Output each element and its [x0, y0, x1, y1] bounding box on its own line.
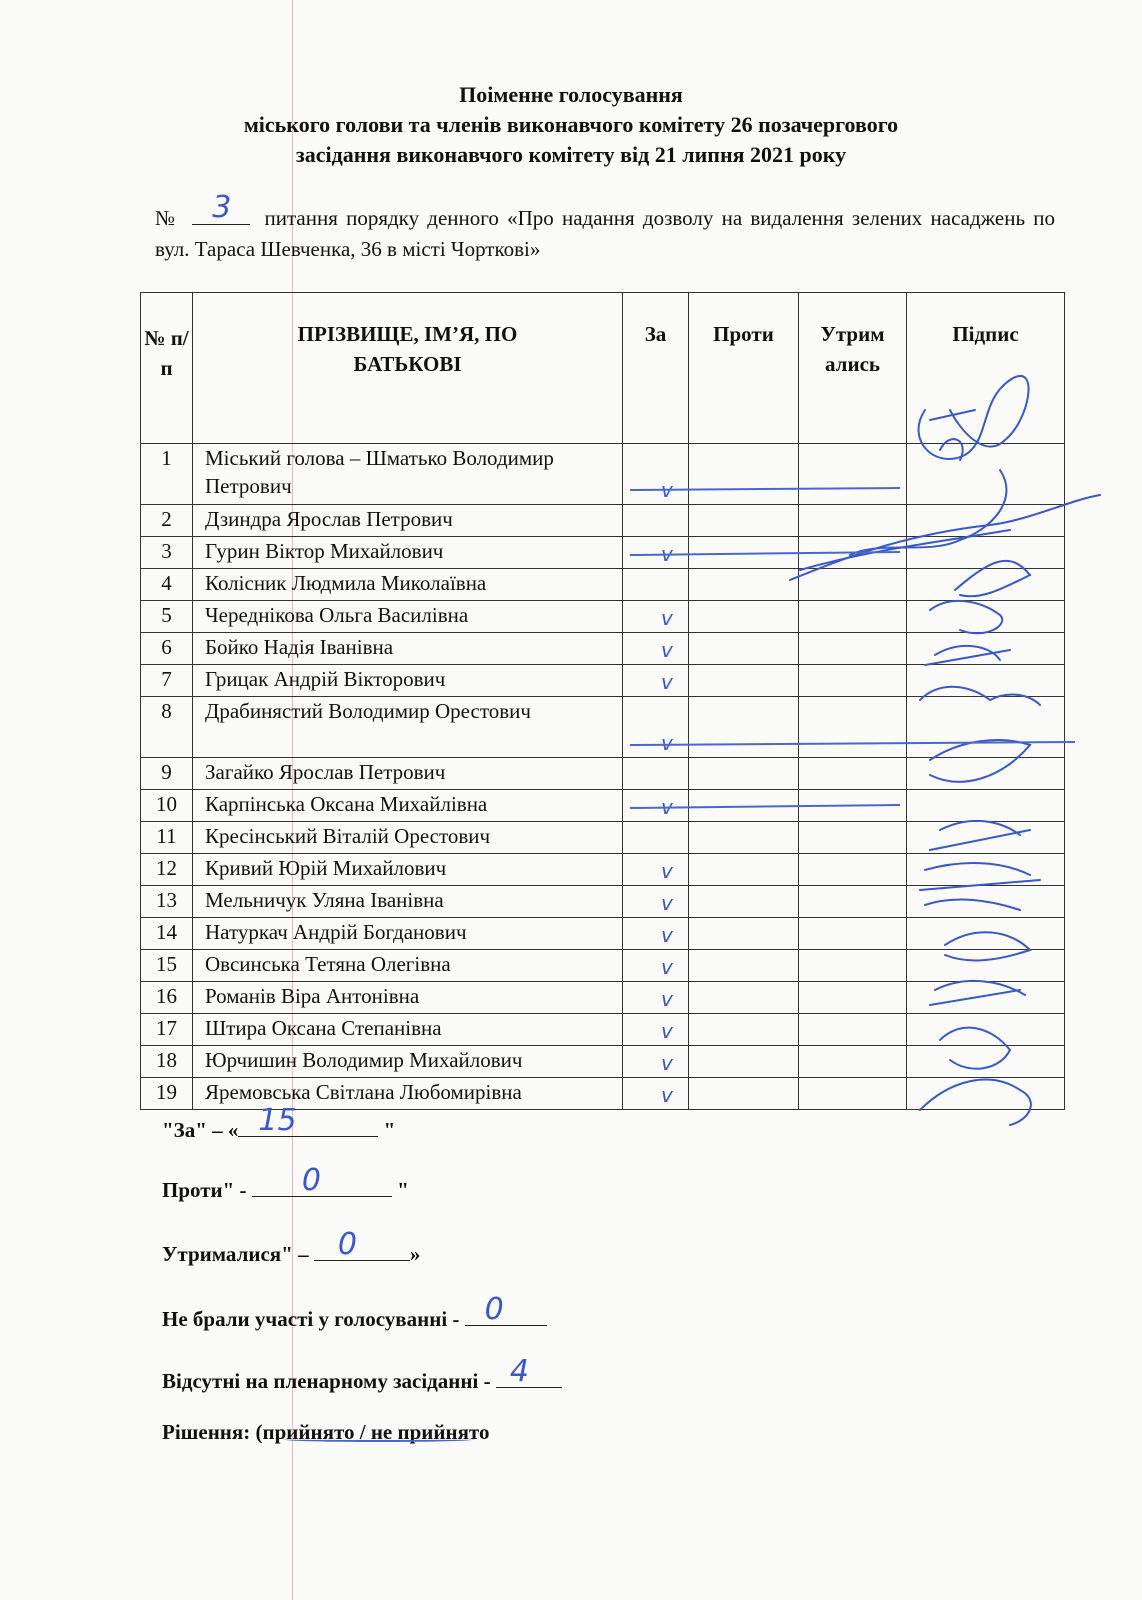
- summary-against-end: ": [391, 1178, 409, 1202]
- summary-for-end: ": [378, 1118, 396, 1142]
- check-mark: v: [661, 478, 673, 502]
- summary-abstained-end: »: [409, 1242, 421, 1266]
- row-number: 9: [141, 758, 193, 790]
- header-signature: Підпис: [907, 293, 1065, 444]
- row-name: Карпінська Оксана Михайлівна: [193, 790, 623, 822]
- check-mark: v: [661, 731, 673, 755]
- doc-subtitle-2: засідання виконавчого комітету від 21 липня 2021 року: [295, 142, 847, 167]
- summary-decision-label: Рішення: (прийнято / не прийнято: [162, 1420, 490, 1444]
- check-mark: v: [661, 987, 673, 1011]
- summary-for-value: 15: [258, 1103, 297, 1138]
- row-number: 13: [141, 886, 193, 918]
- row-name: Загайко Ярослав Петрович: [193, 758, 623, 790]
- check-mark: v: [661, 1019, 673, 1043]
- row-number: 2: [141, 505, 193, 537]
- row-name: Грицак Андрій Вікторович: [193, 665, 623, 697]
- row-number: 3: [141, 537, 193, 569]
- row-name: Мельничук Уляна Іванівна: [193, 886, 623, 918]
- row-number: 1: [141, 444, 193, 505]
- check-mark: v: [661, 923, 673, 947]
- row-number: 12: [141, 854, 193, 886]
- check-mark: v: [661, 542, 673, 566]
- row-name: Романів Віра Антонівна: [193, 982, 623, 1014]
- summary-for: [162, 1103, 396, 1143]
- summary-not-voted-label: Не брали участі у голосуванні -: [162, 1307, 465, 1331]
- row-name: Юрчишин Володимир Михайлович: [193, 1046, 623, 1078]
- check-mark: v: [661, 1083, 673, 1107]
- row-name: Драбинястий Володимир Орестович: [193, 697, 623, 758]
- row-name: Яремовська Світлана Любомирівна: [193, 1078, 623, 1110]
- check-mark: v: [661, 606, 673, 630]
- header-against: Проти: [689, 293, 799, 444]
- summary-against-label: Проти" -: [162, 1178, 252, 1202]
- number-sign: №: [155, 206, 179, 230]
- check-mark: v: [661, 859, 673, 883]
- header-num: № п/ п: [141, 293, 193, 444]
- summary-for-field: [238, 1103, 378, 1138]
- summary-not-voted: [162, 1292, 547, 1332]
- row-number: 18: [141, 1046, 193, 1078]
- row-number: 14: [141, 918, 193, 950]
- row-number: 4: [141, 569, 193, 601]
- summary-absent-field: [496, 1354, 562, 1389]
- header-for: За: [623, 293, 689, 444]
- summary-abstained-label: Утрималися" –: [162, 1242, 314, 1266]
- row-number: 8: [141, 697, 193, 758]
- summary-against: [162, 1163, 409, 1203]
- doc-subtitle-1: міського голови та членів виконавчого комітету 26 позачергового: [243, 112, 899, 137]
- summary-abstained-field: [314, 1227, 410, 1262]
- check-mark: v: [661, 955, 673, 979]
- row-name: Міський голова – Шматько Володимир Петрович: [193, 444, 623, 505]
- decision-underline-scribble: [284, 1437, 474, 1442]
- row-number: 5: [141, 601, 193, 633]
- agenda-text: питання порядку денного «Про надання дозволу на видалення зелених насаджень по вул. Тараса Шевченка, 36 в місті Чорткові»: [155, 206, 1055, 261]
- check-mark: v: [661, 1051, 673, 1075]
- summary-abstained-value: 0: [337, 1227, 357, 1262]
- summary-against-field: [252, 1163, 392, 1198]
- row-name: Дзиндра Ярослав Петрович: [193, 505, 623, 537]
- summary-for-label: "За" – «: [162, 1118, 239, 1142]
- row-name: Натуркач Андрій Богданович: [193, 918, 623, 950]
- row-number: 19: [141, 1078, 193, 1110]
- row-name: Череднікова Ольга Василівна: [193, 601, 623, 633]
- row-number: 10: [141, 790, 193, 822]
- row-number: 7: [141, 665, 193, 697]
- check-mark: v: [661, 638, 673, 662]
- summary-absent: [162, 1354, 562, 1394]
- row-number: 11: [141, 822, 193, 854]
- row-number: 6: [141, 633, 193, 665]
- summary-abstained: [162, 1227, 421, 1267]
- row-name: Кресінський Віталій Орестович: [193, 822, 623, 854]
- header-abstained: Утрим ались: [799, 293, 907, 444]
- check-mark: v: [661, 795, 673, 819]
- row-number: 16: [141, 982, 193, 1014]
- doc-title: Поіменне голосування: [459, 82, 683, 107]
- row-name: Бойко Надія Іванівна: [193, 633, 623, 665]
- item-number-handwritten: 3: [212, 190, 232, 225]
- absent-dash-lines: [630, 488, 1075, 808]
- row-name: Кривий Юрій Михайлович: [193, 854, 623, 886]
- row-name: Гурин Віктор Михайлович: [193, 537, 623, 569]
- header-name: ПРІЗВИЩЕ, ІМ’Я, ПО БАТЬКОВІ: [193, 293, 623, 444]
- check-mark: v: [661, 891, 673, 915]
- row-name: Штира Оксана Степанівна: [193, 1014, 623, 1046]
- summary-absent-label: Відсутні на пленарному засіданні -: [162, 1369, 496, 1393]
- summary-not-voted-value: 0: [484, 1292, 504, 1327]
- row-number: 17: [141, 1014, 193, 1046]
- row-number: 15: [141, 950, 193, 982]
- summary-absent-value: 4: [509, 1354, 529, 1389]
- summary-against-value: 0: [301, 1163, 321, 1198]
- row-name: Колісник Людмила Миколаївна: [193, 569, 623, 601]
- summary-not-voted-field: [465, 1292, 547, 1327]
- check-mark: v: [661, 670, 673, 694]
- row-name: Овсинська Тетяна Олегівна: [193, 950, 623, 982]
